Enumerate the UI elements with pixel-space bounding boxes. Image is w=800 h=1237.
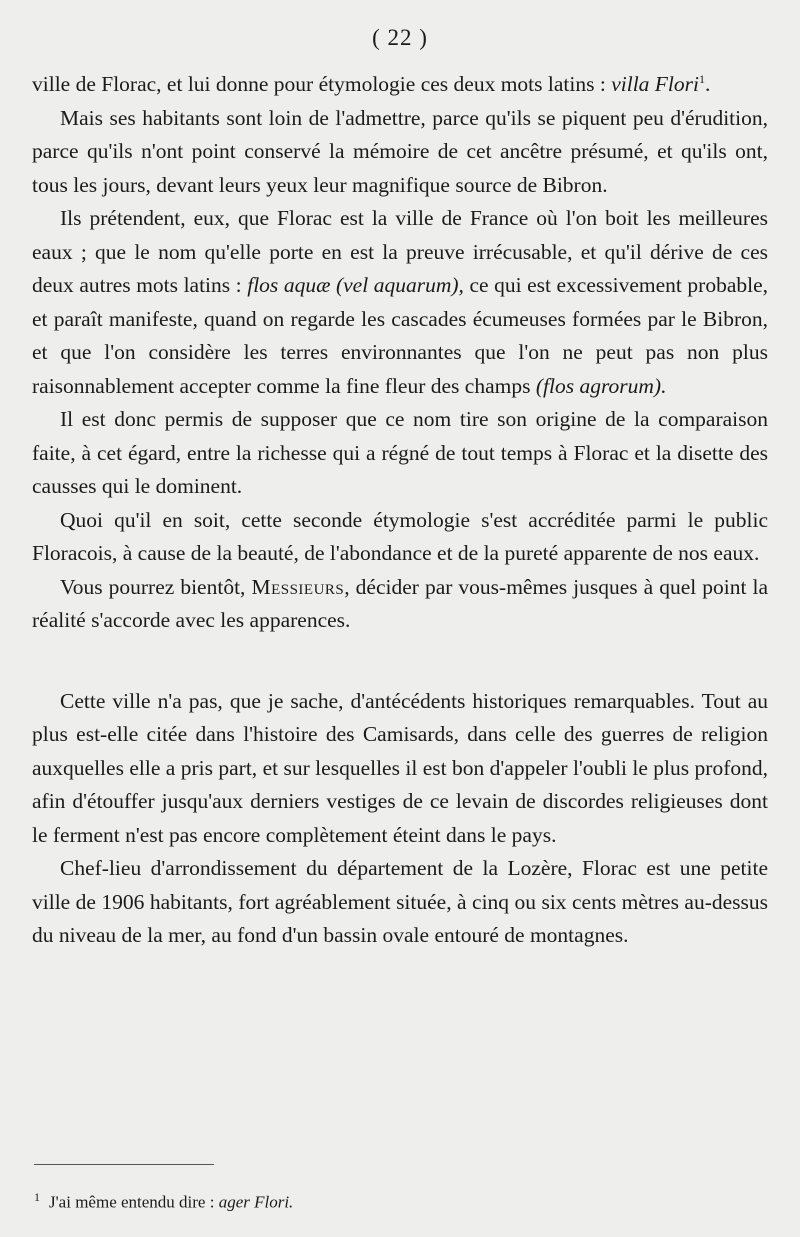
paragraph-5: Quoi qu'il en soit, cette seconde étymologie s'est accréditée parmi le public Floracois, à cause de la beauté, de l'abondance et de la pureté apparente de nos eaux. bbox=[32, 507, 768, 565]
paragraph-7: Cette ville n'a pas, que je sache, d'antécédents historiques remarquables. Tout au plus est-elle citée dans l'histoire des Camisards, dans celle des guerres de religion auxquelles elle a pris part, et sur lesquelles il est bon d'appeler l'oubli le plus profond, afin d'étouffer jusqu'aux derniers vestiges de ce levain de discordes religieuses dont le ferment n'est pas encore complètement éteint dans le pays. bbox=[32, 688, 768, 847]
paragraph-8: Chef-lieu d'arrondissement du département de la Lozère, Florac est une petite ville de 1906 habitants, fort agréablement située, à cinq ou six cents mètres au-dessus du niveau de la mer, au fond d'un bassin ovale entouré de montagnes. bbox=[32, 856, 768, 947]
paragraph-2: Mais ses habitants sont loin de l'admettre, parce qu'ils se piquent peu d'érudition, parce qu'ils n'ont point conservé la mémoire de cet ancêtre présumé, et qu'ils ont, tous les jours, devant leurs yeux leur magnifique source de Bibron. bbox=[32, 105, 768, 197]
footnote-rule bbox=[34, 1164, 214, 1165]
footnote: $^1$ J'ai même entendu dire : ager Flori. bbox=[34, 1190, 294, 1212]
page-number: ( 22 ) bbox=[372, 25, 428, 50]
paragraph-3: Ils prétendent, eux, que Florac est la ville de France où l'on boit les meilleures eaux ; que le nom qu'elle porte en est la preuve irrécusable, et qu'il dérive de ces deux autres mots latins : flos aquæ (vel aquarum), ce qui est excessivement probable, et paraît manifeste, quand on regarde les cascades écumeuses formées par le Bibron, et que l'on considère les terres environnantes que l'on ne peut pas non plus raisonnablement accepter comme la fine fleur des champs (flos agrorum). bbox=[32, 206, 769, 398]
paragraph-6: Vous pourrez bientôt, Messieurs, décider par vous-mêmes jusques à quel point la réalité s'accorde avec les apparences. bbox=[32, 574, 768, 632]
footnote-marker: 1 bbox=[34, 1190, 40, 1204]
paragraph-1: ville de Florac, et lui donne pour étymologie ces deux mots latins : villa Flori$^1$. bbox=[32, 71, 711, 96]
body-text bbox=[32, 68, 768, 953]
paragraph-4: Il est donc permis de supposer que ce nom tire son origine de la comparaison faite, à cet égard, entre la richesse qui a régné de tout temps à Florac et la disette des causses qui le dominent. bbox=[32, 407, 768, 498]
footnote-ref: 1 bbox=[699, 71, 705, 86]
